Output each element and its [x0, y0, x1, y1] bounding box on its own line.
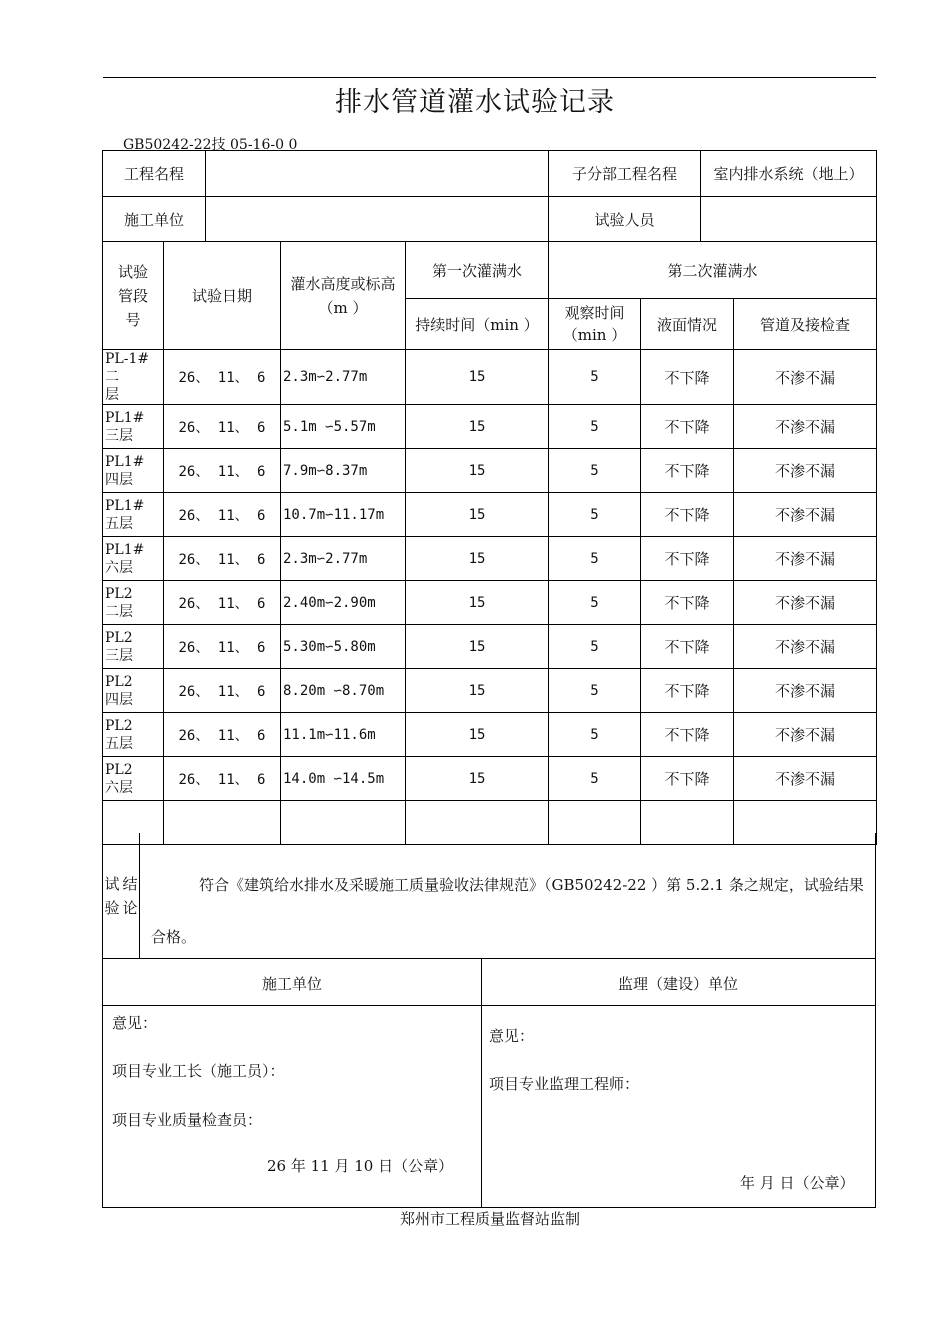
check-cell: 不渗不漏: [734, 350, 877, 405]
segment-id: PL1#: [105, 409, 145, 426]
segment-header: 试验 管段 号: [103, 242, 164, 350]
check-cell: 不渗不漏: [734, 757, 877, 801]
date-cell: 26、 11、 6: [164, 757, 281, 801]
subsection-label: 子分部工程名程: [549, 151, 701, 197]
segment-cell: [103, 757, 164, 801]
pipe-check-header: 管道及接检查: [734, 299, 877, 350]
level-cell: 不下降: [641, 581, 734, 625]
level-header: 液面情况: [641, 299, 734, 350]
segment-id: PL2: [105, 761, 133, 778]
signature-box: [102, 959, 876, 1208]
page-title: 排水管道灌水试验记录: [335, 87, 615, 118]
level-cell: 不下降: [641, 449, 734, 493]
signature-header-rule: [103, 1005, 875, 1006]
duration-cell: 15: [406, 669, 549, 713]
table-row: [103, 713, 877, 757]
inspector-signature: 项目专业质量检查员：: [112, 1111, 263, 1129]
segment-id: PL1#: [105, 541, 145, 558]
table-row: [103, 449, 877, 493]
duration-cell: 15: [406, 350, 549, 405]
check-cell: 不渗不漏: [734, 713, 877, 757]
project-name-value[interactable]: [206, 151, 549, 197]
table-row: [103, 350, 877, 405]
date-cell: 26、 11、 6: [164, 625, 281, 669]
segment-floor: 四层: [105, 691, 133, 708]
supervisor-header: 监理（建设）单位: [617, 975, 738, 993]
contractor-date: 26 年 11 月 10 日（公章）: [267, 1157, 454, 1175]
check-cell: 不渗不漏: [734, 537, 877, 581]
supervisor-date: 年 月 日（公章）: [740, 1174, 855, 1192]
observe-cell: 5: [549, 493, 641, 537]
segment-cell: [103, 449, 164, 493]
form-code: GB50242-22技 05-16-0 0: [123, 137, 298, 153]
date-cell: 26、 11、 6: [164, 669, 281, 713]
observe-cell: 5: [549, 669, 641, 713]
height-cell: 2.3m∽2.77m: [281, 350, 406, 405]
table-row: [103, 581, 877, 625]
table-row: [103, 405, 877, 449]
height-cell: 8.20m ∽8.70m: [281, 669, 406, 713]
check-cell: 不渗不漏: [734, 449, 877, 493]
top-rule: [103, 77, 876, 78]
segment-id: PL-1#二: [105, 351, 150, 385]
height-cell: 10.7m∽11.17m: [281, 493, 406, 537]
segment-floor: 五层: [105, 515, 133, 532]
duration-cell: 15: [406, 405, 549, 449]
table-row: [103, 493, 877, 537]
observe-cell: 5: [549, 713, 641, 757]
contractor-opinion: 意见：: [112, 1014, 158, 1032]
date-cell: 26、 11、 6: [164, 449, 281, 493]
segment-cell: [103, 713, 164, 757]
level-cell: 不下降: [641, 713, 734, 757]
segment-floor: 四层: [105, 471, 133, 488]
date-cell: 26、 11、 6: [164, 537, 281, 581]
table-body: [103, 350, 877, 845]
engineer-signature: 项目专业监理工程师：: [489, 1075, 640, 1093]
observe-cell: 5: [549, 581, 641, 625]
duration-cell: 15: [406, 493, 549, 537]
level-cell: 不下降: [641, 537, 734, 581]
segment-id: PL2: [105, 629, 133, 646]
segment-floor: 六层: [105, 779, 133, 796]
segment-cell: [103, 669, 164, 713]
check-cell: 不渗不漏: [734, 493, 877, 537]
subsection-value[interactable]: 室内排水系统（地上）: [701, 151, 877, 197]
tester-value[interactable]: [701, 197, 877, 242]
height-cell: 2.3m∽2.77m: [281, 537, 406, 581]
contractor-header: 施工单位: [261, 975, 322, 993]
height-cell: 2.40m∽2.90m: [281, 581, 406, 625]
first-fill-header: 第一次灌满水: [406, 242, 549, 299]
table-row: [103, 757, 877, 801]
segment-cell: [103, 405, 164, 449]
duration-cell: 15: [406, 537, 549, 581]
height-cell: 7.9m∽8.37m: [281, 449, 406, 493]
segment-cell: [103, 625, 164, 669]
date-header: 试验日期: [164, 242, 281, 350]
segment-floor: 三层: [105, 647, 133, 664]
segment-floor: 三层: [105, 427, 133, 444]
second-fill-header: 第二次灌满水: [549, 242, 877, 299]
footer-issuer: 郑州市工程质量监督站监制: [399, 1210, 580, 1228]
conclusion-box: [102, 833, 876, 959]
observe-cell: 5: [549, 757, 641, 801]
table-row: [103, 537, 877, 581]
height-cell: 11.1m∽11.6m: [281, 713, 406, 757]
segment-id: PL1#: [105, 453, 145, 470]
level-cell: 不下降: [641, 405, 734, 449]
contractor-label: 施工单位: [103, 197, 206, 242]
date-cell: 26、 11、 6: [164, 713, 281, 757]
height-cell: 14.0m ∽14.5m: [281, 757, 406, 801]
height-cell: 5.1m ∽5.57m: [281, 405, 406, 449]
observe-header: 观察时间 （min ）: [549, 299, 641, 350]
project-name-label: 工程名程: [103, 151, 206, 197]
date-cell: 26、 11、 6: [164, 581, 281, 625]
observe-cell: 5: [549, 405, 641, 449]
observe-cell: 5: [549, 449, 641, 493]
duration-header: 持续时间（min ）: [406, 299, 549, 350]
duration-cell: 15: [406, 449, 549, 493]
signature-divider: [481, 959, 482, 1207]
check-cell: 不渗不漏: [734, 581, 877, 625]
segment-id: PL2: [105, 585, 133, 602]
segment-floor: 五层: [105, 735, 133, 752]
duration-cell: 15: [406, 625, 549, 669]
observe-cell: 5: [549, 625, 641, 669]
segment-cell: [103, 537, 164, 581]
segment-floor: 六层: [105, 559, 133, 576]
segment-cell: [103, 493, 164, 537]
contractor-value[interactable]: [206, 197, 549, 242]
test-table: [102, 241, 877, 845]
tester-label: 试验人员: [549, 197, 701, 242]
check-cell: 不渗不漏: [734, 405, 877, 449]
observe-cell: 5: [549, 537, 641, 581]
segment-id: PL2: [105, 717, 133, 734]
height-header: 灌水高度或标高 （m ）: [281, 242, 406, 350]
segment-cell: [103, 581, 164, 625]
duration-cell: 15: [406, 581, 549, 625]
check-cell: 不渗不漏: [734, 669, 877, 713]
height-cell: 5.30m∽5.80m: [281, 625, 406, 669]
duration-cell: 15: [406, 757, 549, 801]
segment-floor: 二层: [105, 603, 133, 620]
info-table: [102, 150, 877, 242]
level-cell: 不下降: [641, 350, 734, 405]
date-cell: 26、 11、 6: [164, 405, 281, 449]
segment-id: PL2: [105, 673, 133, 690]
observe-cell: 5: [549, 350, 641, 405]
duration-cell: 15: [406, 713, 549, 757]
conclusion-label: 试验 结论: [103, 833, 140, 958]
segment-cell: [103, 350, 164, 405]
date-cell: 26、 11、 6: [164, 493, 281, 537]
level-cell: 不下降: [641, 669, 734, 713]
date-cell: 26、 11、 6: [164, 350, 281, 405]
check-cell: 不渗不漏: [734, 625, 877, 669]
segment-id: PL1#: [105, 497, 145, 514]
level-cell: 不下降: [641, 625, 734, 669]
supervisor-opinion: 意见：: [489, 1027, 535, 1045]
segment-floor: 层: [105, 387, 119, 403]
table-row: [103, 625, 877, 669]
level-cell: 不下降: [641, 757, 734, 801]
foreman-signature: 项目专业工长（施工员）：: [112, 1062, 285, 1080]
table-row: [103, 669, 877, 713]
conclusion-text: 符合《建筑给水排水及采暖施工质量验收法律规范》（GB50242-22 ）第 5.2.1 条之规定，试验结果合格。: [151, 876, 864, 946]
level-cell: 不下降: [641, 493, 734, 537]
